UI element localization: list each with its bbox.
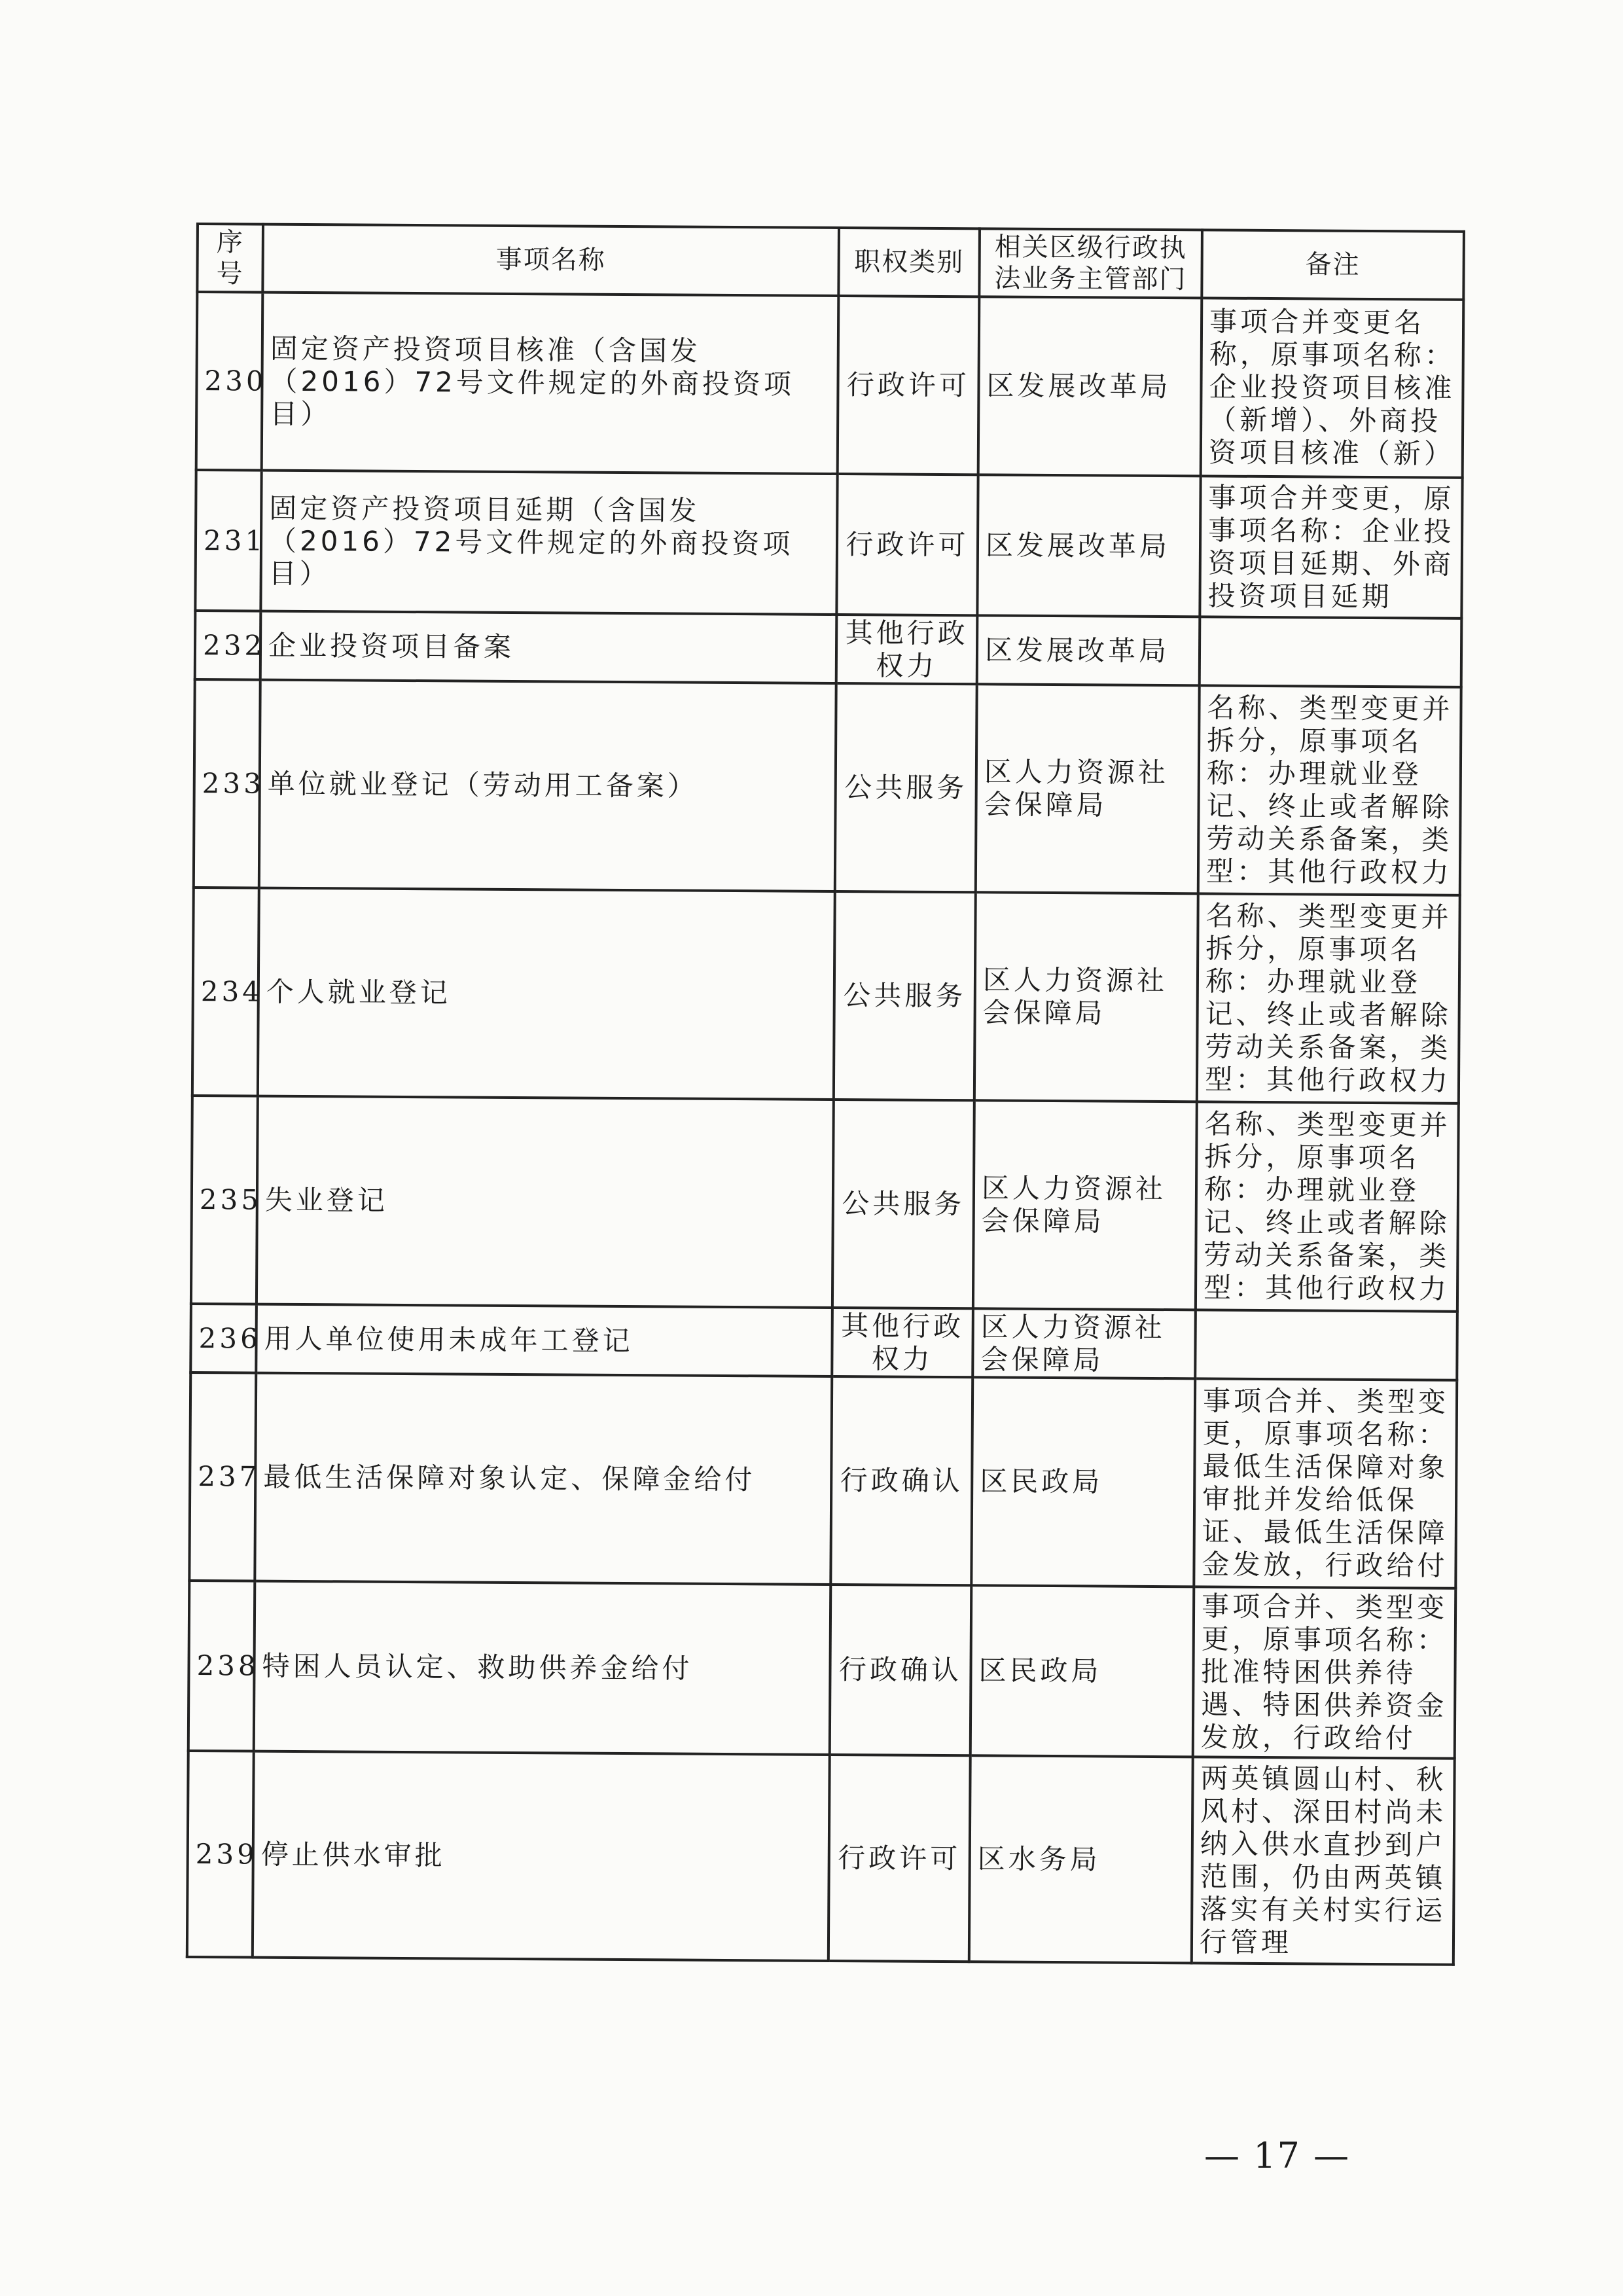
row-num: 232: [195, 611, 261, 680]
row-dept: 区水务局: [969, 1755, 1193, 1963]
row-dept: 区人力资源社会保障局: [973, 1100, 1197, 1310]
row-name: 固定资产投资项目延期（含国发（2016）72号文件规定的外商投资项目）: [260, 471, 837, 615]
row-note: 事项合并变更，原事项名称：企业投资项目延期、外商投资项目延期: [1200, 476, 1462, 618]
row-dept: 区民政局: [971, 1377, 1195, 1587]
row-num: 231: [195, 470, 261, 611]
row-category: 行政确认: [830, 1585, 972, 1755]
row-num: 233: [194, 679, 260, 888]
row-category: 行政许可: [829, 1755, 971, 1962]
header-num: 序号: [197, 224, 263, 293]
row-dept: 区发展改革局: [978, 296, 1202, 476]
header-note: 备注: [1202, 230, 1464, 299]
row-category: 其他行政权力: [836, 615, 978, 684]
table-row: [194, 679, 1461, 895]
header-name: 事项名称: [262, 224, 839, 296]
table-header-row: [197, 224, 1464, 300]
row-name: 固定资产投资项目核准（含国发（2016）72号文件规定的外商投资项目）: [262, 293, 839, 474]
row-note: [1200, 617, 1462, 687]
table-row: [192, 888, 1460, 1103]
row-category: 行政许可: [838, 296, 980, 475]
table-row: [195, 611, 1462, 687]
row-num: 235: [191, 1096, 258, 1304]
row-dept: 区人力资源社会保障局: [972, 1308, 1196, 1378]
row-note: 事项合并、类型变更，原事项名称：批准特困供养待遇、特困供养资金发放，行政给付: [1193, 1587, 1456, 1758]
table-row: [191, 1096, 1459, 1312]
row-category: 公共服务: [832, 1100, 974, 1308]
row-name: 停止供水审批: [253, 1751, 830, 1961]
row-note: 两英镇圆山村、秋风村、深田村尚未纳入供水直抄到户范围，仍由两英镇落实有关村实行运行管理: [1192, 1757, 1455, 1964]
page-number: — 17 —: [1204, 2135, 1351, 2176]
row-name: 个人就业登记: [258, 888, 835, 1100]
row-note: [1195, 1310, 1457, 1380]
header-dept: 相关区级行政执法业务主管部门: [979, 228, 1202, 298]
row-category: 公共服务: [835, 683, 977, 892]
row-name: 失业登记: [257, 1096, 834, 1308]
table-row: [187, 1751, 1455, 1965]
row-dept: 区民政局: [971, 1585, 1194, 1757]
row-category: 其他行政权力: [832, 1308, 973, 1377]
table-row: [196, 292, 1464, 478]
table-row: [188, 1581, 1456, 1759]
header-category: 职权类别: [838, 228, 980, 296]
row-name: 特困人员认定、救助供养金给付: [254, 1581, 831, 1755]
row-num: 238: [188, 1581, 255, 1751]
row-note: 事项合并、类型变更，原事项名称：最低生活保障对象审批并发给低保证、最低生活保障金发放，行政给付: [1194, 1378, 1457, 1588]
row-dept: 区人力资源社会保障局: [974, 892, 1198, 1102]
items-table: [186, 223, 1465, 1966]
table-row: [189, 1372, 1457, 1588]
row-name: 用人单位使用未成年工登记: [256, 1304, 832, 1376]
row-note: 事项合并变更名称，原事项名称：企业投资项目核准（新增）、外商投资项目核准（新）: [1201, 298, 1464, 477]
row-num: 237: [189, 1372, 256, 1581]
row-dept: 区发展改革局: [977, 475, 1200, 617]
row-num: 230: [196, 292, 263, 471]
row-note: 名称、类型变更并拆分，原事项名称：办理就业登记、终止或者解除劳动关系备案，类型：其他行政权力: [1196, 1102, 1459, 1311]
row-note: 名称、类型变更并拆分，原事项名称：办理就业登记、终止或者解除劳动关系备案，类型：其他行政权力: [1198, 685, 1461, 895]
table-row: [190, 1304, 1457, 1380]
row-note: 名称、类型变更并拆分，原事项名称：办理就业登记、终止或者解除劳动关系备案，类型：其他行政权力: [1197, 893, 1460, 1103]
row-dept: 区发展改革局: [977, 615, 1200, 685]
row-name: 企业投资项目备案: [260, 611, 837, 683]
table-row: [195, 470, 1462, 619]
row-name: 单位就业登记（劳动用工备案）: [259, 680, 836, 891]
row-category: 行政许可: [836, 474, 978, 615]
row-num: 236: [190, 1304, 257, 1373]
row-category: 行政确认: [830, 1376, 972, 1585]
row-num: 234: [192, 888, 259, 1096]
row-dept: 区人力资源社会保障局: [976, 684, 1200, 893]
row-num: 239: [187, 1751, 254, 1958]
row-name: 最低生活保障对象认定、保障金给付: [255, 1373, 832, 1585]
row-category: 公共服务: [834, 891, 976, 1100]
